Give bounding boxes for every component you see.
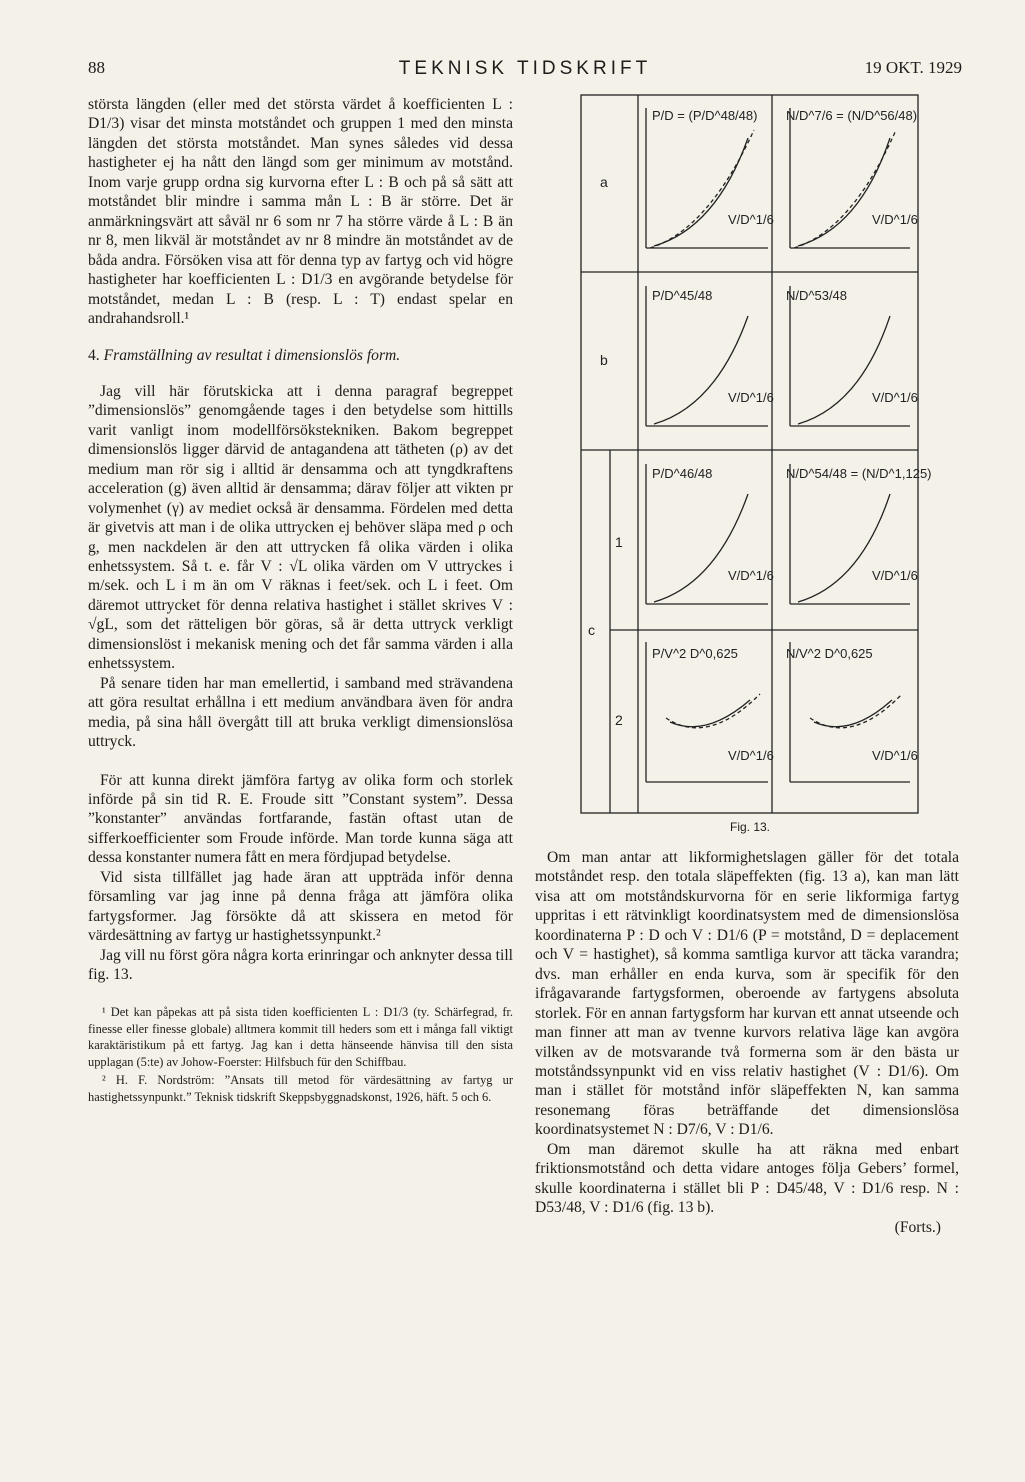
left-column <box>88 95 513 1107</box>
panel-a-left-curve <box>654 138 748 246</box>
panel-c1-left-curve <box>654 494 748 602</box>
footnote-1: ¹ Det kan påpekas att på sista tiden koefficienten L : D1/3 (ty. Schärfegrad, fr. finesse eller finesse globale) alltmera kommit till heders som ett i många fall viktigt karaktäristikum på ett fartyg. Jag kan i detta hänseende hänvisa till den sista upplagan (5:te) av Johow-Foerster: Hilfsbuch für den Schiffbau. <box>88 1005 513 1069</box>
panel-b-left-curve <box>654 316 748 424</box>
paragraph: På senare tiden har man emellertid, i samband med strävandena att göra resultat erhållna i ett medium användbara även för andra media, på sina håll övergått till att bruka verkligt dimensionslösa uttryck. <box>88 674 513 751</box>
x-axis-label-a-left: V/D^1/6 <box>728 212 774 227</box>
x-axis-label-b-right: V/D^1/6 <box>872 390 918 405</box>
paragraph: Om man antar att likformighetslagen gäller för det totala motståndet resp. den totala släpeffekten (fig. 13 a), kan man lätt visa att om motståndskurvorna för en serie likformiga fartyg uppritas i ett rätvinkligt koordinatsystem med de dimensionslösa koordinaterna P : D och V : D1/6 (P = motstånd, D = deplacement och V = hastighet), så komma samtliga kurvor att täcka varandra; dvs. man erhåller en enda kurva, som är specifik för den ifrågavarande fartygsformen, oberoende av fartygens absoluta storlek. För en annan fartygsform har kurvan ett annat utseende och man finner att man av tvenne kurvors relativa läge kan avgöra vilken av de motsvarande två formerna som är den bästa ur motståndssynpunkt vid en viss relativ hastighet (V : D1/6). Om man i stället för motstånd inför släpeffekten N, kan samma resonemang föras beträffande det dimensionslösa koordinatsystemet N : D7/6, V : D1/6. <box>535 849 959 1139</box>
panel-c1-right-label: N/D^54/48 = (N/D^1,125) <box>786 466 932 481</box>
panel-a-left-label: P/D = (P/D^48/48) <box>652 108 758 123</box>
x-axis-label-a-right: V/D^1/6 <box>872 212 918 227</box>
right-column <box>535 848 959 1237</box>
figure-caption: Fig. 13. <box>729 820 771 834</box>
x-axis-label-b-left: V/D^1/6 <box>728 390 774 405</box>
section-heading <box>88 346 513 365</box>
row-label-2: 2 <box>615 712 623 728</box>
section-number: 4. <box>88 347 100 365</box>
panel-b-right-label: N/D^53/48 <box>786 288 848 303</box>
row-label-c: c <box>588 622 595 638</box>
figure-frame <box>581 95 918 813</box>
panel-c1-right-curve <box>798 494 890 602</box>
paragraph: Jag vill nu först göra några korta erinringar och anknyter dessa till fig. 13. <box>88 946 513 984</box>
paragraph: För att kunna direkt jämföra fartyg av olika form och storlek införde på sin tid R. E. Froude sitt ”Constant system”. Dessa ”konstanter” användas fortfarande, fastän oftast utan de sifferkoefficienter som Froude införde. Man torde kunna säga att dessa konstanter numera fått en mera fördjupad betydelse. <box>88 771 513 867</box>
panel-a-left-curve-dashed <box>650 130 754 248</box>
panel-c1-left-label: P/D^46/48 <box>652 466 713 481</box>
paragraph: största längden (eller med det största värdet å koefficienten L : D1/3) visar det minsta motståndet och gruppen 1 med den minsta längden det största motståndet. Man synes således vid dessa hastigheter ej ha nått den längd som ger minimum av motstånd. Inom varje grupp ordna sig kurvorna efter L : B och på så sätt att motståndet blir mindre i samma mån L : B är större. Det är anmärkningsvärt att såväl nr 6 som nr 7 ha större värde å L : B än nr 8, men likväl är motståndet av nr 8 mindre än motståndet av de båda andra. Försöken visa att för denna typ av fartyg och vid högre hastigheter har koefficienten L : D1/3 en avgörande betydelse för motståndet, medan L : B (resp. L : T) endast spelar en andrahandsroll.¹ <box>88 96 513 327</box>
panel-c2-left-label: P/V^2 D^0,625 <box>652 646 738 661</box>
panel-b-left-label: P/D^45/48 <box>652 288 713 303</box>
panel-c2-right-curve <box>814 700 892 727</box>
panel-a-right-curve <box>798 138 890 246</box>
page-number: 88 <box>88 58 105 77</box>
row-label-a: a <box>600 174 608 190</box>
paragraph: Jag vill här förutskicka att i denna paragraf begreppet ”dimensionslös” genomgående tages i den betydelse som hittills varit vanligt inom modellförsökstekniken. Bakom begreppet dimensionslös ligger därvid de antagandena att tätheten (ρ) av det medium man rör sig i alltid är densamma och att tyngdkraftens acceleration (g) även alltid är densamma; därav följer att vikten pr volymenhet (γ) av mediet också är densamma. Fördelen med detta är givetvis att man i de olika uttrycken ej behöver släpa med ρ och g, men nackdelen är den att uttrycken få olika värden i olika enhetssystem. Så t. e. får V : √L olika värden om V uttryckes i m/sek. och L i m än om V räknas i feet/sek. och L i feet. Om däremot uttrycket för denna relativa hastighet i stället skrives V : √gL, som det rätteligen bör göras, så är detta uttryck verkligt dimensionslöst i mekanisk mening och det får samma värden i alla enhetssystem. <box>88 382 513 673</box>
issue-date: 19 OKT. 1929 <box>864 58 962 77</box>
footnotes <box>88 1004 513 1104</box>
x-axis-label-c2-right: V/D^1/6 <box>872 748 918 763</box>
row-label-1: 1 <box>615 534 623 550</box>
row-label-b: b <box>600 352 608 368</box>
figure-drawing <box>580 94 920 816</box>
panel-b-right-curve <box>798 316 890 424</box>
section-title: Framställning av resultat i dimensionslös form. <box>103 347 401 365</box>
x-axis-label-c1-right: V/D^1/6 <box>872 568 918 583</box>
figure-13 <box>580 94 932 816</box>
panel-a-right-curve-dashed <box>794 130 896 248</box>
panel-c2-right-label: N/V^2 D^0,625 <box>786 646 873 661</box>
x-axis-label-c1-left: V/D^1/6 <box>728 568 774 583</box>
paragraph: Om man däremot skulle ha att räkna med enbart friktionsmotstånd och detta vidare antoges följa Gebers’ formel, skulle koordinaterna i stället bli P : D45/48, V : D1/6 resp. N : D53/48, V : D1/6 (fig. 13 b). <box>535 1140 959 1217</box>
footnote-2: ² H. F. Nordström: ”Ansats till metod för värdesättning av fartyg ur hastighetssynpunkt.” Teknisk tidskrift Skeppsbyggnadskonst, 1926, häft. 5 och 6. <box>88 1073 513 1104</box>
continued-note: (Forts.) <box>894 1218 941 1236</box>
panel-a-right-label: N/D^7/6 = (N/D^56/48) <box>786 108 918 123</box>
page-header <box>88 58 962 82</box>
x-axis-label-c2-left: V/D^1/6 <box>728 748 774 763</box>
paragraph: Vid sista tillfället jag hade äran att uppträda inför denna församling var jag inne på denna fråga att jämföra olika fartygsformer. Jag försökte då att skissera en metod för värdesättning av fartyg ur hastighetssynpunkt.² <box>88 868 513 945</box>
journal-title: TEKNISK TIDSKRIFT <box>398 58 652 79</box>
